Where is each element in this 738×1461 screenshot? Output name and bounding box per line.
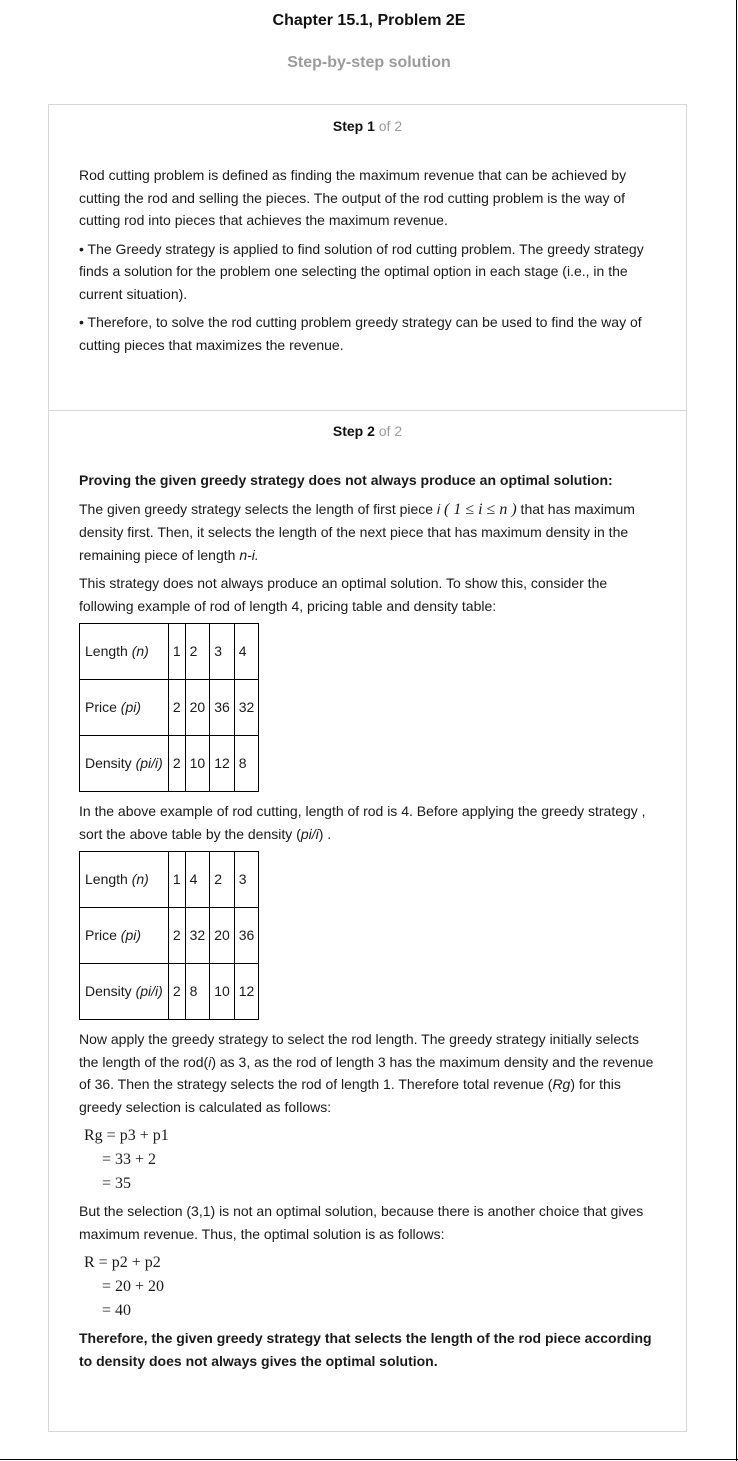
table-cell: 8	[234, 736, 259, 792]
equation-line: = 35	[102, 1175, 132, 1192]
equation-line: Rg = p3 + p1	[84, 1127, 169, 1144]
table-cell: 2	[168, 908, 185, 964]
step-2-paragraph-4: Now apply the greedy strategy to select the rod length. The greedy strategy initially selects the length of the rod(i) as 3, as the rod of length 3 has the maximum density and the revenue of 36. Then the strategy selects the rod of length 1. Therefore total revenue (Rg) for this greedy selection is calculated as follows:	[79, 1031, 654, 1115]
step-divider	[49, 410, 686, 411]
step-1-paragraph: Rod cutting problem is defined as finding the maximum revenue that can be achieved by cutting the rod and selling the pieces. The output of the rod cutting problem is the way of cutting rod into pieces that achieves the maximum revenue.	[79, 167, 627, 228]
step-2-label: Step 2	[332, 423, 375, 439]
pricing-table	[79, 623, 259, 792]
table-cell: 3	[234, 852, 259, 908]
equation-line: = 33 + 2	[102, 1151, 157, 1168]
solution-card	[48, 104, 687, 1432]
step-1-bullet: • The Greedy strategy is applied to find solution of rod cutting problem. The greedy strategy finds a solution for the problem one selecting the optimal option in each stage (i.e., in the current situation).	[79, 240, 644, 302]
table-cell: 10	[210, 964, 235, 1020]
step-1-body	[79, 164, 661, 362]
table-cell: 2	[168, 680, 185, 736]
table-cell: 1	[168, 624, 185, 680]
table-cell: 2	[168, 736, 185, 792]
equation-line: = 20 + 20	[102, 1278, 165, 1295]
equation-line: R = p2 + p2	[84, 1254, 161, 1271]
table-cell: 2	[185, 624, 210, 680]
step-2-heading: Proving the given greedy strategy does not always produce an optimal solution:	[79, 472, 613, 488]
table-header-cell: Density (pi/i)	[80, 964, 169, 1020]
step-2-header	[49, 423, 686, 439]
table-cell: 36	[210, 680, 235, 736]
table-cell: 20	[210, 908, 235, 964]
table-header-cell: Price (pi)	[80, 680, 169, 736]
table-cell: 12	[210, 736, 235, 792]
step-1-label: Step 1	[332, 118, 375, 134]
step-2-body	[79, 469, 661, 1378]
page-subtitle: Step-by-step solution	[287, 54, 451, 71]
table-header-cell: Length (n)	[80, 852, 169, 908]
table-cell: 32	[185, 908, 210, 964]
step-2-paragraph-2: This strategy does not always produce an optimal solution. To show this, consider the following example of rod of length 4, pricing table and density table:	[79, 575, 608, 614]
greedy-revenue-equation	[84, 1124, 661, 1196]
step-1-count: of 2	[378, 118, 403, 134]
table-header-cell: Length (n)	[80, 624, 169, 680]
table-row	[80, 624, 259, 680]
table-cell: 36	[234, 908, 259, 964]
sorted-density-table	[79, 851, 259, 1020]
table-cell: 4	[185, 852, 210, 908]
table-cell: 20	[185, 680, 210, 736]
table-cell: 8	[185, 964, 210, 1020]
table-cell: 2	[168, 964, 185, 1020]
step-2-paragraph-1: The given greedy strategy selects the length of first piece i ( 1 ≤ i ≤ n ) that has maximum density first. Then, it selects the length of the next piece that has maximum density in the remaining piece of length n-i.	[79, 500, 635, 563]
equation-line: = 40	[102, 1302, 132, 1319]
page-right-border	[736, 0, 737, 1461]
table-cell: 12	[234, 964, 259, 1020]
step-2-paragraph-5: But the selection (3,1) is not an optimal solution, because there is another choice that gives maximum revenue. Thus, the optimal solution is as follows:	[79, 1203, 644, 1242]
table-row	[80, 964, 259, 1020]
table-cell: 10	[185, 736, 210, 792]
step-2-count: of 2	[378, 423, 403, 439]
table-cell: 32	[234, 680, 259, 736]
table-row	[80, 680, 259, 736]
optimal-revenue-equation	[84, 1251, 661, 1323]
inequality-math: ( 1 ≤ i ≤ n )	[444, 500, 517, 518]
step-2-paragraph-3: In the above example of rod cutting, length of rod is 4. Before applying the greedy strategy , sort the above table by the density (pi/i) .	[79, 803, 646, 842]
table-row	[80, 736, 259, 792]
table-cell: 4	[234, 624, 259, 680]
page-bottom-border	[0, 1459, 738, 1460]
table-cell: 3	[210, 624, 235, 680]
step-1-bullet: • Therefore, to solve the rod cutting problem greedy strategy can be used to find the way of cutting pieces that maximizes the revenue.	[79, 314, 642, 353]
table-header-cell: Density (pi/i)	[80, 736, 169, 792]
table-row	[80, 908, 259, 964]
page-title: Chapter 15.1, Problem 2E	[272, 12, 466, 29]
table-header-cell: Price (pi)	[80, 908, 169, 964]
step-1-header	[49, 118, 686, 134]
table-cell: 2	[210, 852, 235, 908]
step-2-conclusion: Therefore, the given greedy strategy that selects the length of the rod piece according to density does not always gives the optimal solution.	[79, 1330, 652, 1369]
table-row	[80, 852, 259, 908]
table-cell: 1	[168, 852, 185, 908]
